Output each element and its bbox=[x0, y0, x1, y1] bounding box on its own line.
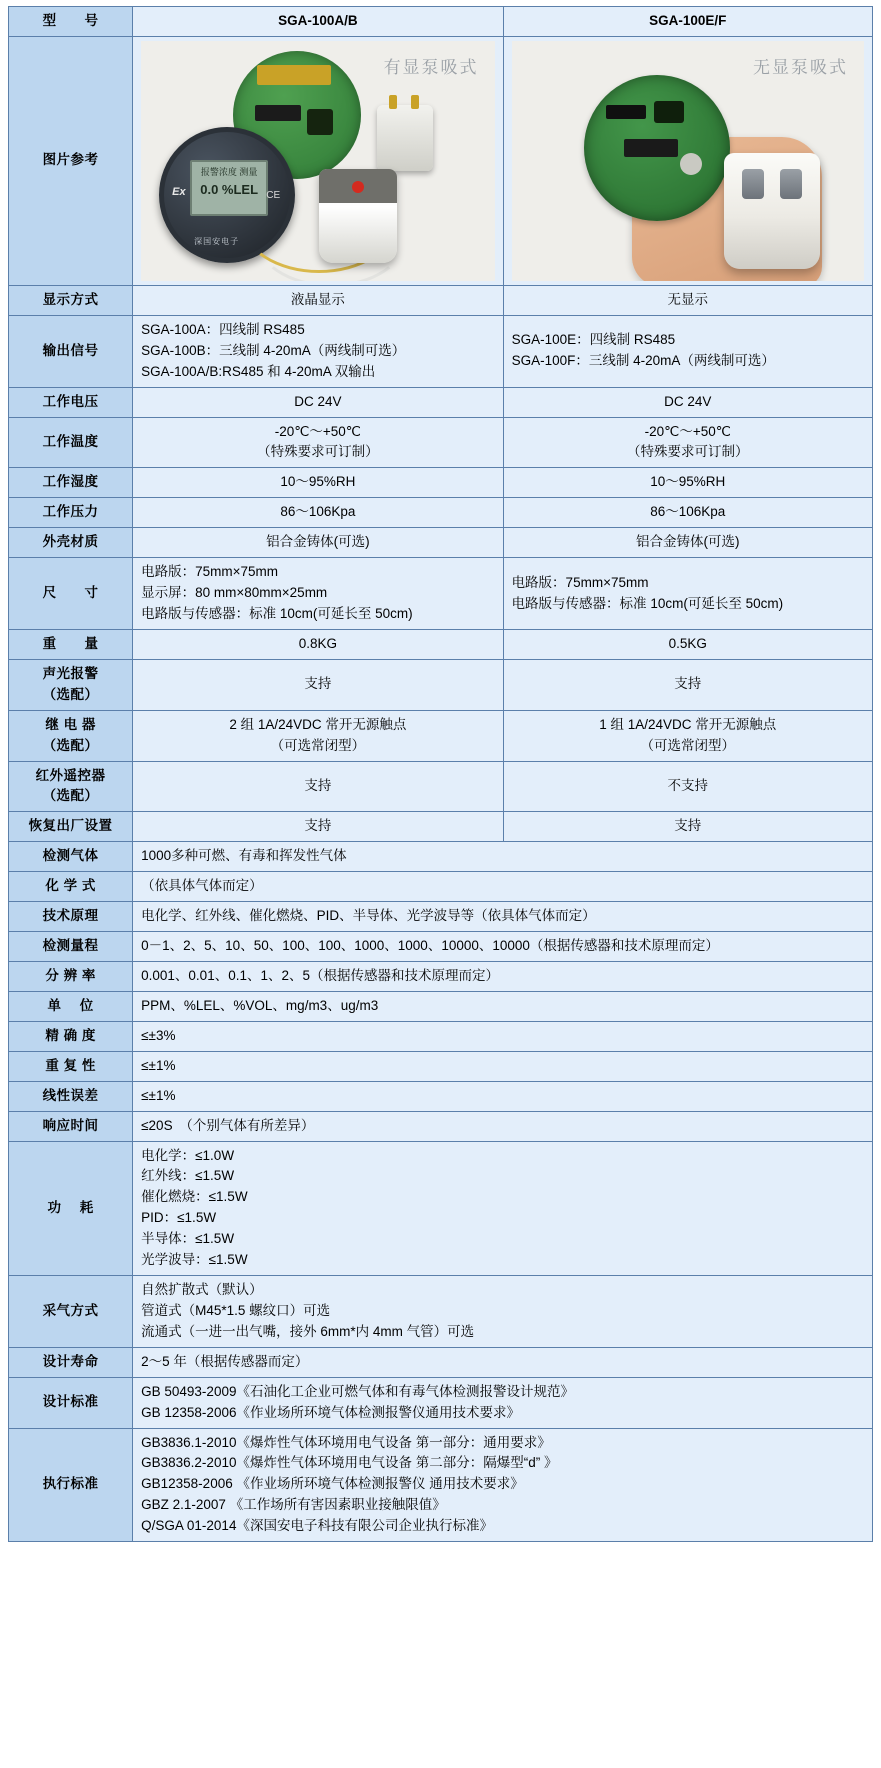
row-label-accuracy: 精 确 度 bbox=[9, 1021, 133, 1051]
audible-alarm-ef: 支持 bbox=[503, 659, 872, 710]
temperature-ab bbox=[133, 417, 503, 468]
row-label-power: 功 耗 bbox=[9, 1141, 133, 1276]
sensor-pin-icon bbox=[389, 95, 397, 109]
table-row-audible-alarm bbox=[9, 659, 873, 710]
table-row-linearity bbox=[9, 1081, 873, 1111]
model-ef: SGA-100E/F bbox=[503, 7, 872, 37]
response-time-value: ≤20S （个别气体有所差异） bbox=[133, 1111, 873, 1141]
humidity-ab: 10～95%RH bbox=[133, 468, 503, 498]
row-label-display-mode: 显示方式 bbox=[9, 285, 133, 315]
ir-remote-ab: 支持 bbox=[133, 761, 503, 812]
sensor-probe-image-ef bbox=[724, 153, 820, 269]
standard-line: GBZ 2.1-2007 《工作场所有害因素职业接触限值》 bbox=[141, 1497, 446, 1513]
voltage-ab: DC 24V bbox=[133, 387, 503, 417]
standard-line: Q/SGA 01-2014《深国安电子科技有限公司企业执行标准》 bbox=[141, 1518, 493, 1534]
sensor-pin-icon bbox=[411, 95, 419, 109]
table-row-design-standard bbox=[9, 1377, 873, 1428]
display-mode-ab: 液晶显示 bbox=[133, 285, 503, 315]
temperature-ef bbox=[503, 417, 872, 468]
row-label-unit: 单 位 bbox=[9, 991, 133, 1021]
temp-line: （特殊要求可订制） bbox=[257, 444, 379, 460]
table-row-housing bbox=[9, 528, 873, 558]
relay-line: （可选常闭型） bbox=[270, 737, 366, 753]
standard-line: GB12358-2006 《作业场所环境气体检测报警仪 通用技术要求》 bbox=[141, 1476, 524, 1492]
factory-reset-ab: 支持 bbox=[133, 812, 503, 842]
row-label-line: （选配） bbox=[42, 737, 99, 753]
specification-table bbox=[8, 6, 873, 1542]
table-row-model bbox=[9, 7, 873, 37]
size-ef bbox=[503, 558, 872, 630]
lifetime-value: 2～5 年（根据传感器而定） bbox=[133, 1347, 873, 1377]
row-label-sampling: 采气方式 bbox=[9, 1276, 133, 1348]
table-row-factory-reset bbox=[9, 812, 873, 842]
temp-line: -20℃～+50℃ bbox=[644, 423, 731, 439]
row-label-line: （选配） bbox=[42, 686, 99, 702]
size-line: 电路版：75mm×75mm bbox=[511, 574, 649, 590]
table-row-lifetime bbox=[9, 1347, 873, 1377]
capacitor-icon bbox=[680, 153, 702, 175]
row-label-line: 声光报警 bbox=[42, 665, 99, 681]
row-label-resolution: 分 辨 率 bbox=[9, 961, 133, 991]
power-line: PID：≤1.5W bbox=[141, 1210, 217, 1226]
row-label-detect-gas: 检测气体 bbox=[9, 842, 133, 872]
chip3-icon bbox=[624, 139, 678, 157]
output-line: SGA-100E：四线制 RS485 bbox=[511, 332, 676, 348]
brand-text: 深国安电子 bbox=[194, 236, 240, 246]
output-line: SGA-100A：四线制 RS485 bbox=[141, 321, 305, 337]
relay-ab bbox=[133, 710, 503, 761]
output-signal-ef bbox=[503, 315, 872, 387]
relay-ef bbox=[503, 710, 872, 761]
row-label-relay bbox=[9, 710, 133, 761]
ce-mark: CE bbox=[266, 189, 281, 201]
gas-port-in bbox=[742, 169, 764, 199]
row-label-humidity: 工作湿度 bbox=[9, 468, 133, 498]
range-value: 0－1、2、5、10、50、100、100、1000、1000、10000、10000（根据传感器和技术原理而定） bbox=[133, 932, 873, 962]
table-row-voltage bbox=[9, 387, 873, 417]
power-line: 电化学：≤1.0W bbox=[141, 1147, 235, 1163]
table-row-power bbox=[9, 1141, 873, 1276]
table-row-response-time bbox=[9, 1111, 873, 1141]
table-row-sampling bbox=[9, 1276, 873, 1348]
chip-icon bbox=[255, 105, 301, 121]
row-label-model: 型 号 bbox=[9, 7, 133, 37]
row-label-repeatability: 重 复 性 bbox=[9, 1051, 133, 1081]
row-label-photo: 图片参考 bbox=[9, 36, 133, 285]
size-line: 电路版与传感器：标准 10cm(可延长至 50cm) bbox=[141, 605, 413, 621]
table-row-relay bbox=[9, 710, 873, 761]
row-label-chemical-formula: 化 学 式 bbox=[9, 872, 133, 902]
row-label-line: 红外遥控器 bbox=[35, 767, 106, 783]
size-line: 电路版与传感器：标准 10cm(可延长至 50cm) bbox=[511, 595, 784, 611]
output-line: SGA-100B：三线制 4-20mA（两线制可选） bbox=[141, 342, 406, 358]
table-row-chemical-formula bbox=[9, 872, 873, 902]
table-row-execution-standard bbox=[9, 1428, 873, 1542]
row-label-factory-reset: 恢复出厂设置 bbox=[9, 812, 133, 842]
pressure-ab: 86～106Kpa bbox=[133, 498, 503, 528]
power-line: 半导体：≤1.5W bbox=[141, 1231, 235, 1247]
chip2-icon bbox=[307, 109, 333, 135]
power-line: 光学波导：≤1.5W bbox=[141, 1252, 248, 1268]
table-row-tech-principle bbox=[9, 902, 873, 932]
table-row-size bbox=[9, 558, 873, 630]
row-label-pressure: 工作压力 bbox=[9, 498, 133, 528]
row-label-housing: 外壳材质 bbox=[9, 528, 133, 558]
sampling-line: 流通式（一进一出气嘴，接外 6mm*内 4mm 气管）可选 bbox=[141, 1323, 475, 1339]
photo-ab bbox=[141, 41, 494, 281]
pressure-ef: 86～106Kpa bbox=[503, 498, 872, 528]
size-ab bbox=[133, 558, 503, 630]
row-label-line: （选配） bbox=[42, 788, 99, 804]
table-row-resolution bbox=[9, 961, 873, 991]
terminal-block-icon bbox=[257, 65, 331, 85]
weight-ab: 0.8KG bbox=[133, 629, 503, 659]
row-label-range: 检测量程 bbox=[9, 932, 133, 962]
table-row-pressure bbox=[9, 498, 873, 528]
temp-line: -20℃～+50℃ bbox=[274, 423, 361, 439]
row-label-line: 继 电 器 bbox=[45, 716, 96, 732]
design-standard-value bbox=[133, 1377, 873, 1428]
standard-line: GB3836.2-2010《爆炸性气体环境用电气设备 第二部分：隔爆型“d” 》 bbox=[141, 1455, 558, 1471]
sensor-probe-image bbox=[319, 169, 397, 263]
row-label-response-time: 响应时间 bbox=[9, 1111, 133, 1141]
housing-ab: 铝合金铸体(可选) bbox=[133, 528, 503, 558]
gas-port-out bbox=[780, 169, 802, 199]
relay-line: 1 组 1A/24VDC 常开无源触点 bbox=[599, 716, 777, 732]
size-line: 电路版：75mm×75mm bbox=[141, 564, 279, 580]
lcd-line-2: 0.0 %LEL bbox=[200, 181, 259, 197]
sensor-indicator-dot bbox=[352, 181, 364, 193]
accuracy-value: ≤±3% bbox=[133, 1021, 873, 1051]
sampling-value bbox=[133, 1276, 873, 1348]
photo-cell-ef bbox=[503, 36, 872, 285]
photo-cell-ab bbox=[133, 36, 503, 285]
photo-caption-ef: 无显泵吸式 bbox=[753, 57, 848, 77]
ex-mark: Ex bbox=[172, 185, 186, 198]
standard-line: GB 50493-2009《石油化工企业可燃气体和有毒气体检测报警设计规范》 bbox=[141, 1383, 574, 1399]
ir-remote-ef: 不支持 bbox=[503, 761, 872, 812]
display-mode-ef: 无显示 bbox=[503, 285, 872, 315]
row-label-execution-standard: 执行标准 bbox=[9, 1428, 133, 1542]
execution-standard-value bbox=[133, 1428, 873, 1542]
table-row-output-signal bbox=[9, 315, 873, 387]
sensor-top-image bbox=[377, 105, 433, 171]
temp-line: （特殊要求可订制） bbox=[627, 444, 749, 460]
row-label-temperature: 工作温度 bbox=[9, 417, 133, 468]
chemical-formula-value: （依具体气体而定） bbox=[133, 872, 873, 902]
table-row-display-mode bbox=[9, 285, 873, 315]
table-row-humidity bbox=[9, 468, 873, 498]
audible-alarm-ab: 支持 bbox=[133, 659, 503, 710]
chip-icon bbox=[606, 105, 646, 119]
row-label-lifetime: 设计寿命 bbox=[9, 1347, 133, 1377]
row-label-weight: 重 量 bbox=[9, 629, 133, 659]
photo-ef bbox=[512, 41, 864, 281]
table-row-repeatability bbox=[9, 1051, 873, 1081]
photo-caption-ab: 有显泵吸式 bbox=[383, 57, 479, 77]
row-label-ir-remote bbox=[9, 761, 133, 812]
pcb-board-image-ef bbox=[584, 75, 730, 221]
size-line: 显示屏：80 mm×80mm×25mm bbox=[141, 585, 328, 601]
weight-ef: 0.5KG bbox=[503, 629, 872, 659]
unit-value: PPM、%LEL、%VOL、mg/m3、ug/m3 bbox=[133, 991, 873, 1021]
row-label-output-signal: 输出信号 bbox=[9, 315, 133, 387]
table-row-accuracy bbox=[9, 1021, 873, 1051]
row-label-design-standard: 设计标准 bbox=[9, 1377, 133, 1428]
table-row-temperature bbox=[9, 417, 873, 468]
row-label-tech-principle: 技术原理 bbox=[9, 902, 133, 932]
output-line: SGA-100F：三线制 4-20mA（两线制可选） bbox=[511, 353, 775, 369]
power-value bbox=[133, 1141, 873, 1276]
sampling-line: 管道式（M45*1.5 螺纹口）可选 bbox=[141, 1302, 331, 1318]
table-row-ir-remote bbox=[9, 761, 873, 812]
standard-line: GB 12358-2006《作业场所环境气体检测报警仪通用技术要求》 bbox=[141, 1404, 520, 1420]
linearity-value: ≤±1% bbox=[133, 1081, 873, 1111]
model-ab: SGA-100A/B bbox=[133, 7, 503, 37]
tech-principle-value: 电化学、红外线、催化燃烧、PID、半导体、光学波导等（依具体气体而定） bbox=[133, 902, 873, 932]
humidity-ef: 10～95%RH bbox=[503, 468, 872, 498]
housing-ef: 铝合金铸体(可选) bbox=[503, 528, 872, 558]
relay-line: （可选常闭型） bbox=[640, 737, 736, 753]
table-row-weight bbox=[9, 629, 873, 659]
power-line: 催化燃烧：≤1.5W bbox=[141, 1189, 248, 1205]
lcd-line-1: 报警浓度 测量 bbox=[200, 166, 258, 177]
table-row-photos bbox=[9, 36, 873, 285]
sampling-line: 自然扩散式（默认） bbox=[141, 1282, 263, 1298]
repeatability-value: ≤±1% bbox=[133, 1051, 873, 1081]
row-label-size: 尺 寸 bbox=[9, 558, 133, 630]
resolution-value: 0.001、0.01、0.1、1、2、5（根据传感器和技术原理而定） bbox=[133, 961, 873, 991]
table-row-unit bbox=[9, 991, 873, 1021]
output-signal-ab bbox=[133, 315, 503, 387]
table-row-range bbox=[9, 932, 873, 962]
row-label-linearity: 线性误差 bbox=[9, 1081, 133, 1111]
output-line: SGA-100A/B:RS485 和 4-20mA 双输出 bbox=[141, 363, 376, 379]
relay-line: 2 组 1A/24VDC 常开无源触点 bbox=[229, 716, 407, 732]
factory-reset-ef: 支持 bbox=[503, 812, 872, 842]
row-label-audible-alarm bbox=[9, 659, 133, 710]
standard-line: GB3836.1-2010《爆炸性气体环境用电气设备 第一部分：通用要求》 bbox=[141, 1434, 551, 1450]
chip2-icon bbox=[654, 101, 684, 123]
row-label-voltage: 工作电压 bbox=[9, 387, 133, 417]
table-row-detect-gas bbox=[9, 842, 873, 872]
voltage-ef: DC 24V bbox=[503, 387, 872, 417]
detect-gas-value: 1000多种可燃、有毒和挥发性气体 bbox=[133, 842, 873, 872]
power-line: 红外线：≤1.5W bbox=[141, 1168, 235, 1184]
